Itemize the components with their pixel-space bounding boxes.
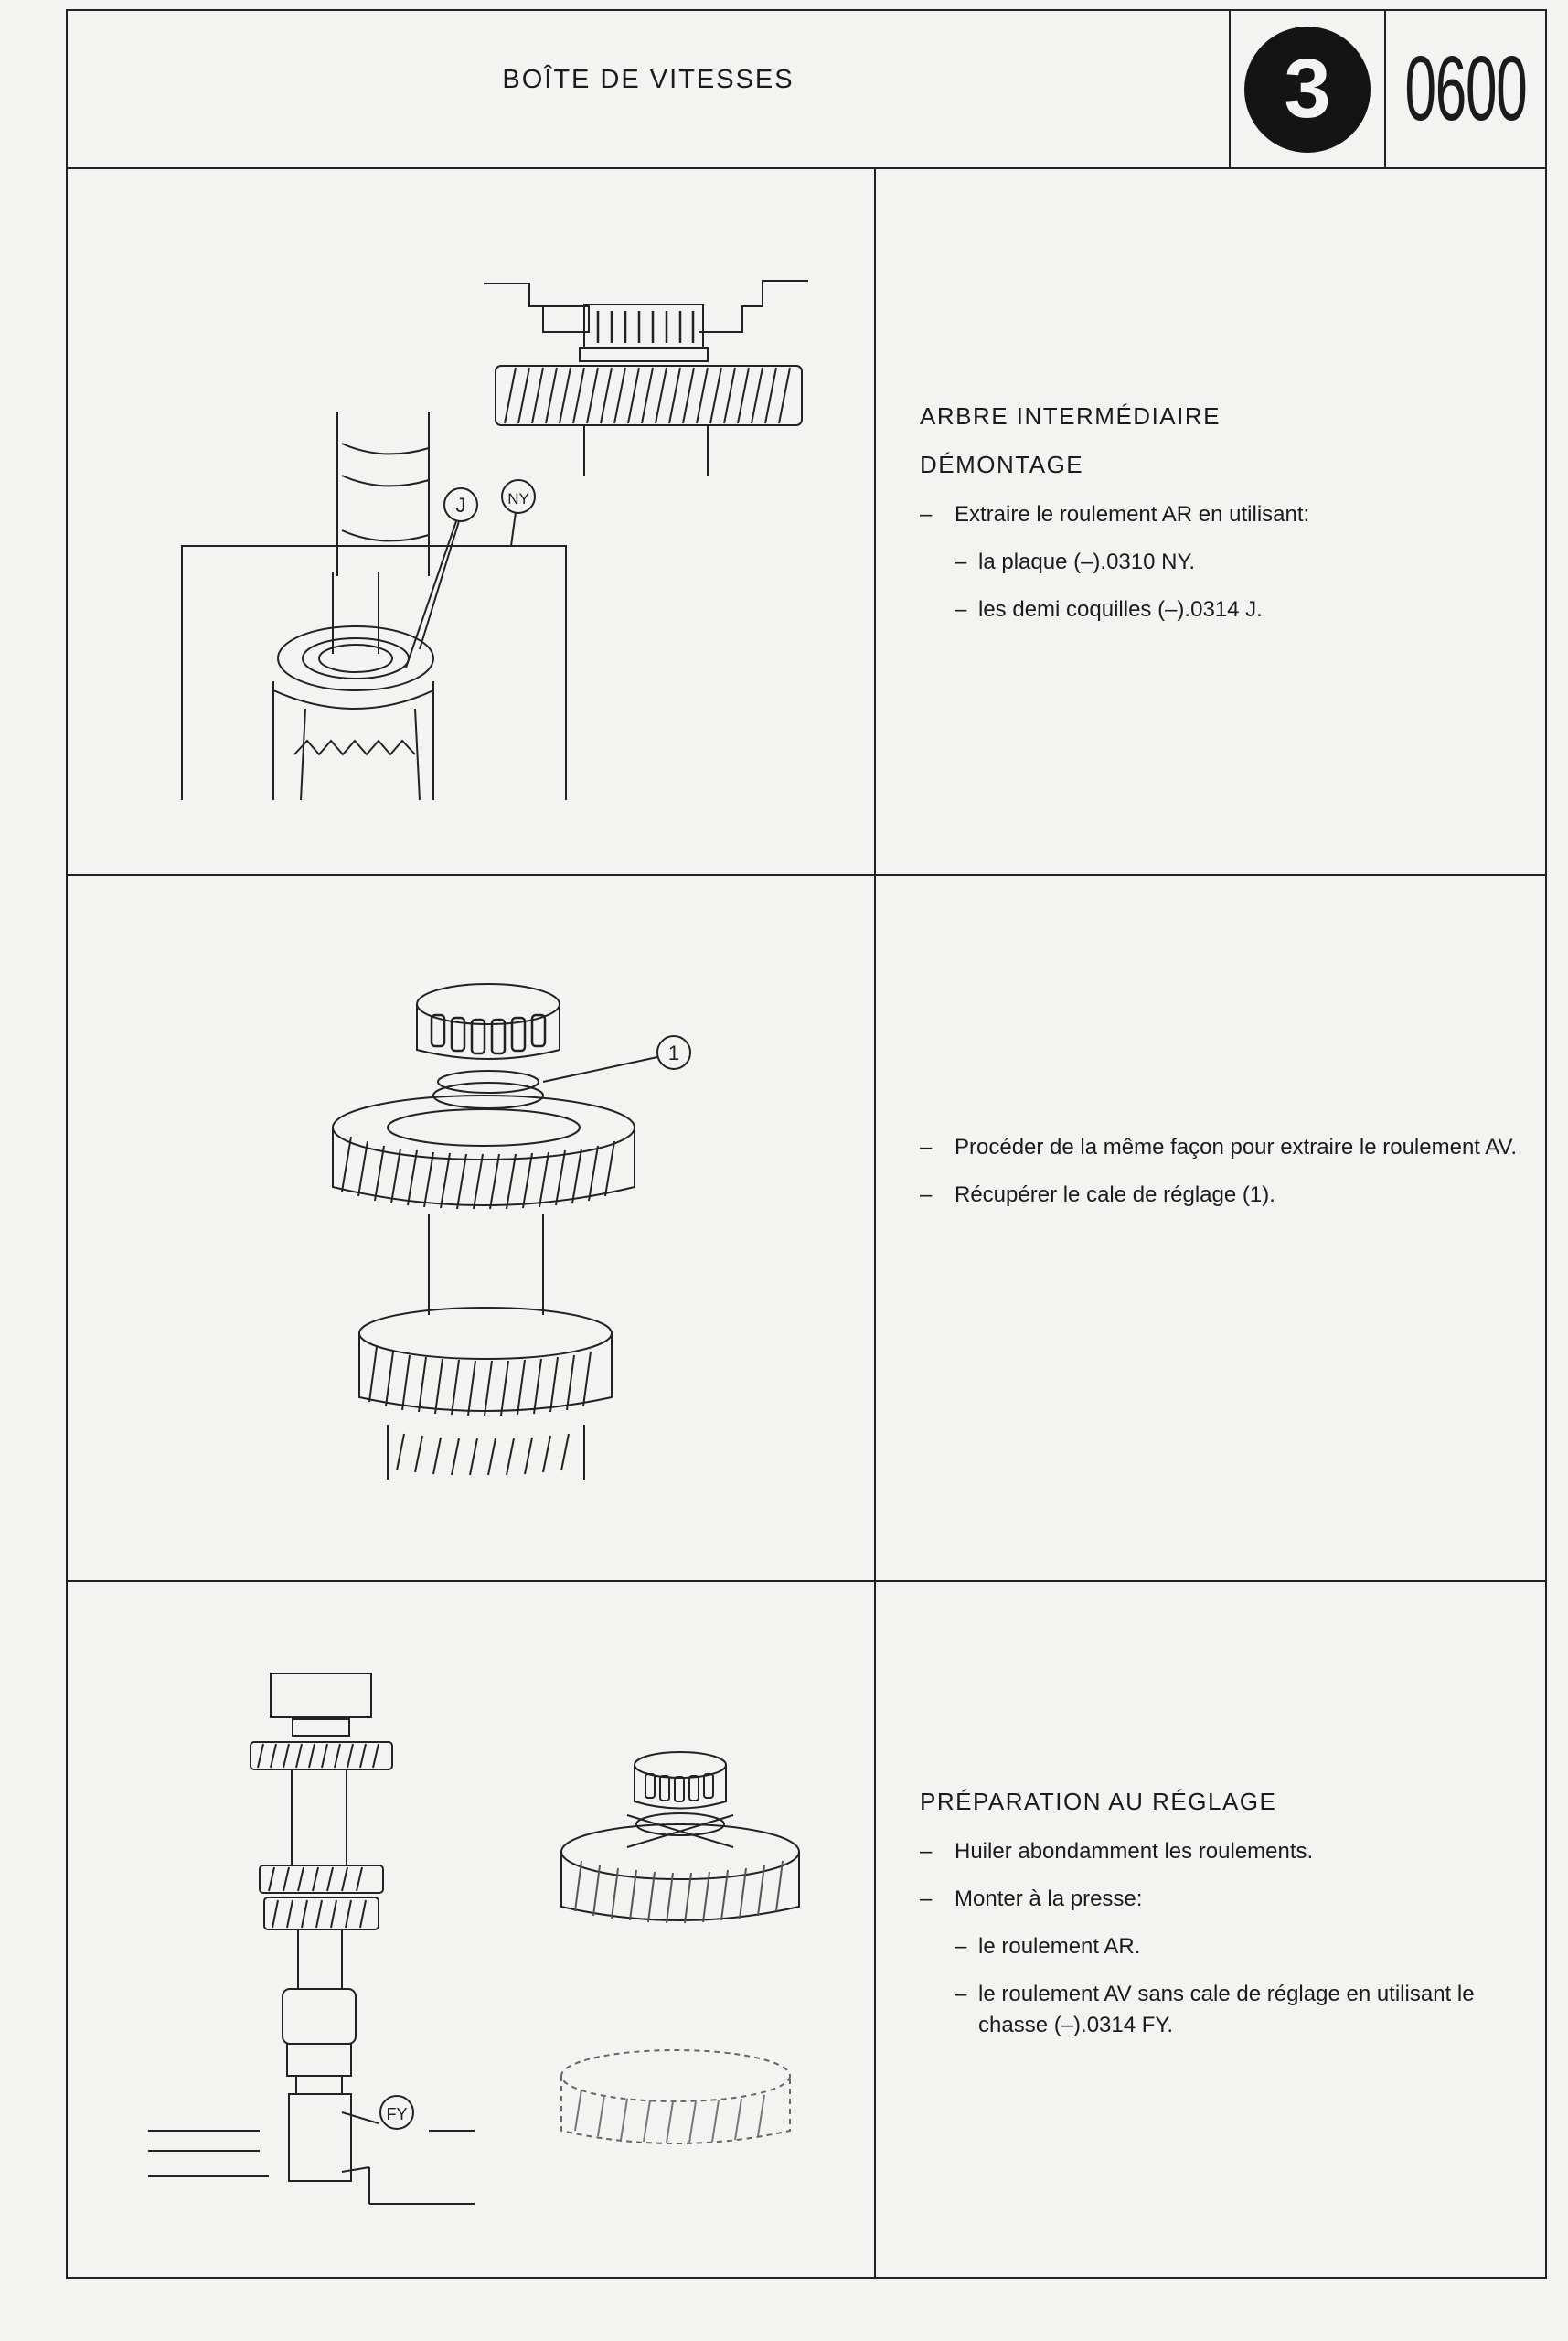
step-item xyxy=(920,1836,1518,1867)
section-row-1 xyxy=(68,169,1545,876)
step-text: Procéder de la même façon pour extraire le roulement AV. xyxy=(955,1135,1517,1160)
press-assembly-illustration xyxy=(68,1582,872,2275)
section-subheading-demontage: DÉMONTAGE xyxy=(920,451,1084,478)
step-item xyxy=(920,594,1518,625)
section-text-1 xyxy=(876,169,1545,874)
step-text: les demi coquilles (–).0314 J. xyxy=(978,597,1263,622)
step-item xyxy=(920,499,1518,530)
figure-press-assembly xyxy=(68,1582,876,2277)
bearing-extraction-illustration xyxy=(68,169,872,874)
section-heading-arbre: ARBRE INTERMÉDIAIRE xyxy=(920,402,1221,430)
list-dash: – xyxy=(955,597,967,622)
page-code: 0600 xyxy=(1404,37,1527,140)
step-item xyxy=(920,1180,1518,1211)
page-header xyxy=(68,9,1545,169)
figure-front-bearing xyxy=(68,876,876,1580)
section-heading-preparation: PRÉPARATION AU RÉGLAGE xyxy=(920,1788,1277,1815)
section-row-2 xyxy=(68,876,1545,1582)
step-item xyxy=(920,547,1518,578)
page-title: BOÎTE DE VITESSES xyxy=(502,65,795,94)
section-text-2 xyxy=(876,876,1545,1580)
list-dash: – xyxy=(920,1887,933,1911)
step-text: Monter à la presse: xyxy=(955,1887,1143,1911)
manual-page xyxy=(66,9,1547,2279)
chapter-box xyxy=(1229,11,1386,167)
step-item xyxy=(920,1979,1518,2041)
step-text: Extraire le roulement AR en utilisant: xyxy=(955,502,1310,527)
section-row-3 xyxy=(68,1582,1545,2277)
step-text: Récupérer le cale de réglage (1). xyxy=(955,1182,1275,1207)
list-dash: – xyxy=(920,1135,933,1160)
step-item xyxy=(920,1132,1518,1163)
callout-j: J xyxy=(455,494,466,517)
list-dash: – xyxy=(920,1182,933,1207)
step-text: le roulement AV sans cale de réglage en utilisant le chasse (–).0314 FY. xyxy=(978,1982,1475,2037)
callout-ny: NY xyxy=(507,490,529,508)
step-item xyxy=(920,1931,1518,1962)
list-dash: – xyxy=(920,1839,933,1864)
front-bearing-illustration xyxy=(68,876,872,1580)
step-text: la plaque (–).0310 NY. xyxy=(978,550,1196,574)
list-dash: – xyxy=(955,1982,967,2006)
chapter-number-badge: 3 xyxy=(1244,27,1371,153)
step-item xyxy=(920,1884,1518,1915)
list-dash: – xyxy=(955,550,967,574)
callout-1: 1 xyxy=(667,1042,680,1064)
list-dash: – xyxy=(920,502,933,527)
list-dash: – xyxy=(955,1934,967,1959)
callout-fy: FY xyxy=(386,2105,408,2123)
step-text: Huiler abondamment les roulements. xyxy=(955,1839,1314,1864)
step-text: le roulement AR. xyxy=(978,1934,1141,1959)
figure-bearing-extraction xyxy=(68,169,876,874)
section-text-3 xyxy=(876,1582,1545,2277)
